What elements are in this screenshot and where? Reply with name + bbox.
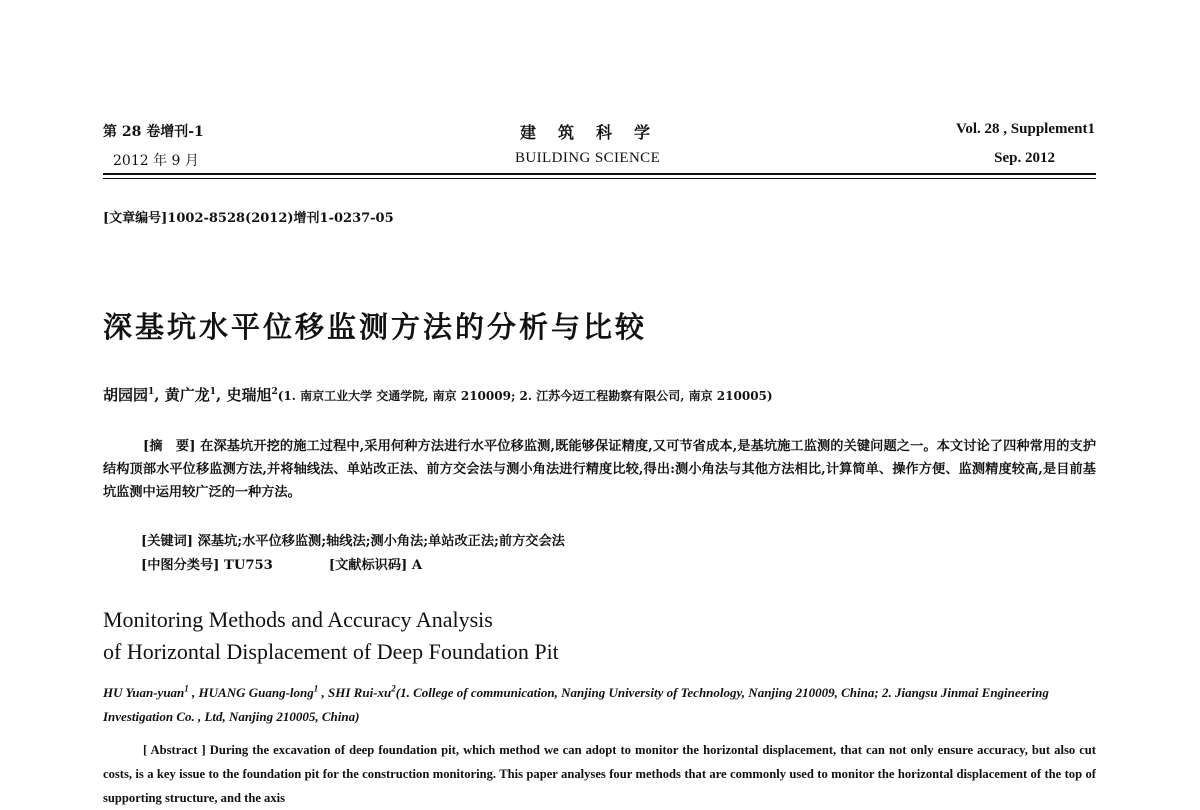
- abstract-label-cn: [摘 要]: [143, 439, 196, 454]
- clc-value: TU753: [224, 558, 273, 573]
- author-3-sup: 2: [271, 387, 278, 397]
- en-author-1: HU Yuan-yuan: [103, 685, 185, 700]
- journal-volume: 第 28 卷增刊-1: [103, 124, 204, 140]
- keywords-text: 深基坑;水平位移监测;轴线法;测小角法;单站改正法;前方交会法: [197, 534, 565, 549]
- article-number: [文章编号]1002-8528(2012)增刊1-0237-05: [103, 211, 394, 226]
- chinese-keywords: [141, 530, 565, 549]
- author-1: 胡园园: [103, 386, 149, 404]
- keywords-label: [关键词]: [141, 534, 194, 549]
- english-title-line-2: of Horizontal Displacement of Deep Foundation Pit: [103, 639, 559, 664]
- en-author-1-sup: 1: [184, 683, 189, 694]
- abstract-text-en: During the excavation of deep foundation pit, which method we can adopt to monitor the horizontal displacement, that can not only ensure accuracy, but also cut costs, is a key issue to the foundation pit for the construction monitoring. This paper analyses four methods that are commonly used to monitor the horizontal displacement of the top of supporting structure, and the axis: [103, 743, 1096, 805]
- header-rule-thin: [103, 178, 1096, 179]
- english-affiliations: (1. College of communication, Nanjing University of Technology, Nanjing 210009, China; 2. Jiangsu Jinmai Engineering Investigation Co. , Ltd, Nanjing 210005, China): [103, 685, 1049, 724]
- english-abstract: [103, 738, 1096, 810]
- chinese-abstract: [103, 435, 1096, 504]
- abstract-text-cn: 在深基坑开挖的施工过程中,采用何种方法进行水平位移监测,既能够保证精度,又可节省成本,是基坑施工监测的关键问题之一。本文讨论了四种常用的支护结构顶部水平位移监测方法,并将轴线法、单站改正法、前方交会法与测小角法进行精度比较,得出:测小角法与其他方法相比,计算简单、操作方便、监测精度较高,是目前基坑监测中运用较广泛的一种方法。: [103, 439, 1097, 500]
- chinese-authors: 胡园园$^1$, 黄广龙$^1$, 史瑞旭$^2$(1. 南京工业大学 交通学院, 南京 210009; 2. 江苏今迈工程勘察有限公司, 南京 210005): [103, 386, 773, 404]
- clc-label: [中图分类号]: [141, 558, 220, 573]
- chinese-classification: [141, 554, 422, 573]
- chinese-title: 深基坑水平位移监测方法的分析与比较: [103, 310, 648, 344]
- journal-volume-en: Vol. 28 , Supplement1: [955, 121, 1095, 137]
- chinese-affiliations: (1. 南京工业大学 交通学院, 南京 210009; 2. 江苏今迈工程勘察有限公司, 南京 210005): [277, 389, 773, 403]
- journal-name-cn: 建筑科学: [520, 123, 673, 142]
- english-title: [103, 604, 559, 668]
- english-authors: HU Yuan-yuan$^1$ , HUANG Guang-long$^1$ , SHI Rui-$xu^2(1$. College of communication, Nanjing University of Technology, Nanjing 210009, China; 2. Jiangsu Jinmai Engineering Investigation Co. , Ltd, Nanjing 210005, China): [103, 683, 1049, 724]
- en-author-3-sup: 2: [391, 683, 396, 694]
- journal-date-en: Sep. 2012: [994, 150, 1055, 166]
- en-author-2-sup: 1: [313, 683, 319, 694]
- header-rule-thick: [103, 173, 1096, 175]
- en-author-2: HUANG Guang-long: [198, 685, 314, 700]
- journal-date-cn: 2012 年 9 月: [113, 153, 199, 169]
- author-3: 史瑞旭: [226, 386, 272, 404]
- author-2-sup: 1: [209, 387, 217, 397]
- journal-name-en: BUILDING SCIENCE: [515, 150, 661, 166]
- doc-code-value: A: [411, 558, 423, 573]
- english-title-line-1: Monitoring Methods and Accuracy Analysis: [103, 607, 493, 632]
- doc-code-label: [文献标识码]: [328, 558, 408, 573]
- en-author-3: SHI Rui-xu: [328, 685, 392, 700]
- abstract-label-en: [ Abstract ]: [143, 743, 206, 757]
- author-1-sup: 1: [148, 387, 155, 397]
- author-2: 黄广龙: [164, 386, 210, 404]
